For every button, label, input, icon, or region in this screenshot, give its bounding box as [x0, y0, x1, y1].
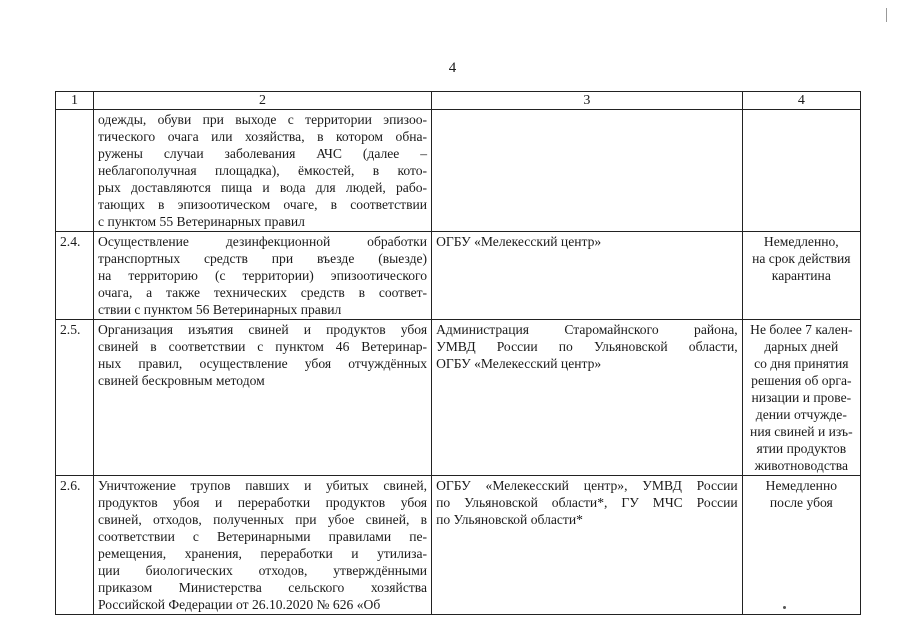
action-cell-line: транспортных средств при въезде (выезде) — [98, 251, 428, 266]
action-cell-line: неблагополучная площадка), ёмкостей, в кото- — [98, 163, 428, 178]
header-cell-4: 4 — [742, 92, 860, 110]
term-cell-line: после убоя — [769, 495, 833, 510]
action-cell-line: на территорию (с территории) эпизоотического — [98, 268, 428, 283]
header-cell-3: 3 — [432, 92, 743, 110]
executor-cell-line: ОГБУ «Мелекесский центр» — [436, 356, 602, 371]
executor-cell-line: Администрация Старомайнского района, — [436, 322, 738, 337]
action-cell-line: Осуществление дезинфекционной обработки — [98, 234, 428, 249]
measures-table — [55, 91, 861, 615]
table-header-row — [56, 92, 861, 110]
executor-cell — [432, 232, 743, 320]
item-number: 2.4. — [56, 232, 94, 320]
action-cell-line: очага, а также технических средств в соответ- — [98, 285, 428, 300]
term-cell-line: ния свиней и изъ- — [750, 424, 853, 439]
action-cell-line: ружены случаи заболевания АЧС (далее – — [98, 146, 428, 161]
action-cell-line: Уничтожение трупов павших и убитых свиней, — [98, 478, 428, 493]
term-cell-line: Немедленно, — [763, 234, 839, 249]
table-row — [56, 476, 861, 615]
table-row — [56, 320, 861, 476]
executor-cell-line: по Ульяновской области*, ГУ МЧС России — [436, 495, 738, 510]
scan-edge-mark — [880, 8, 887, 22]
page-number: 4 — [448, 60, 457, 76]
term-cell-line: низации и прове- — [751, 390, 852, 405]
executor-cell — [432, 476, 743, 615]
term-cell-line: карантина — [771, 268, 831, 283]
executor-cell — [432, 110, 743, 232]
term-cell-line: со дня принятия — [754, 356, 849, 371]
term-cell-line: животноводства — [754, 458, 849, 473]
action-cell-line: ствии с пунктом 56 Ветеринарных правил — [98, 302, 342, 317]
action-cell-line: Организация изъятия свиней и продуктов убоя — [98, 322, 428, 337]
executor-cell — [432, 320, 743, 476]
action-cell-line: свиней бескровным методом — [98, 373, 265, 388]
term-cell-line: Немедленно — [765, 478, 838, 493]
executor-cell-line: УМВД России по Ульяновской области, — [436, 339, 738, 354]
term-cell — [742, 476, 860, 615]
action-cell — [94, 320, 432, 476]
header-cell-1: 1 — [56, 92, 94, 110]
action-cell-line: соответствии с Ветеринарными правилами пе- — [98, 529, 428, 544]
action-cell-line: Российской Федерации от 26.10.2020 № 626 «Об — [98, 597, 381, 612]
action-cell-line: ных правил, осуществление убоя отчуждённых — [98, 356, 428, 371]
item-number: 2.6. — [56, 476, 94, 615]
action-cell-line: продуктов убоя и переработки продуктов убоя — [98, 495, 428, 510]
term-cell-line: ятии продуктов — [756, 441, 847, 456]
term-cell-line: на срок действия — [752, 251, 851, 266]
action-cell — [94, 110, 432, 232]
executor-cell-line: по Ульяновской области* — [436, 512, 583, 527]
action-cell-line: с пунктом 55 Ветеринарных правил — [98, 214, 305, 229]
item-number: 2.5. — [56, 320, 94, 476]
executor-cell-line: ОГБУ «Мелекесский центр» — [436, 234, 602, 249]
table-row — [56, 232, 861, 320]
term-cell — [742, 320, 860, 476]
action-cell — [94, 476, 432, 615]
term-cell-line: дарных дней — [764, 339, 839, 354]
item-number — [56, 110, 94, 232]
term-cell — [742, 110, 860, 232]
action-cell — [94, 232, 432, 320]
header-cell-2: 2 — [94, 92, 432, 110]
action-cell-line: одежды, обуви при выходе с территории эпизоо- — [98, 112, 428, 127]
table-row — [56, 110, 861, 232]
action-cell-line: приказом Министерства сельского хозяйства — [98, 580, 428, 595]
action-cell-line: тающих в эпизоотическом очаге, в соответствии — [98, 197, 428, 212]
executor-cell-line: ОГБУ «Мелекесский центр», УМВД России — [436, 478, 738, 493]
action-cell-line: ции биологических отходов, утверждёнными — [98, 563, 428, 578]
term-cell — [742, 232, 860, 320]
action-cell-line: свиней в соответствии с пунктом 46 Ветеринар- — [98, 339, 428, 354]
action-cell-line: рых доставляются пища и вода для людей, рабо- — [98, 180, 428, 195]
scan-dot-mark — [783, 606, 786, 609]
term-cell-line: решения об орга- — [751, 373, 852, 388]
action-cell-line: ремещения, хранения, переработки и утилиза- — [98, 546, 428, 561]
term-cell-line: дении отчужде- — [755, 407, 847, 422]
action-cell-line: тического очага или хозяйства, в котором обна- — [98, 129, 428, 144]
action-cell-line: свиней, отходов, полученных при убое свиней, в — [98, 512, 428, 527]
term-cell-line: Не более 7 кален- — [750, 322, 853, 337]
